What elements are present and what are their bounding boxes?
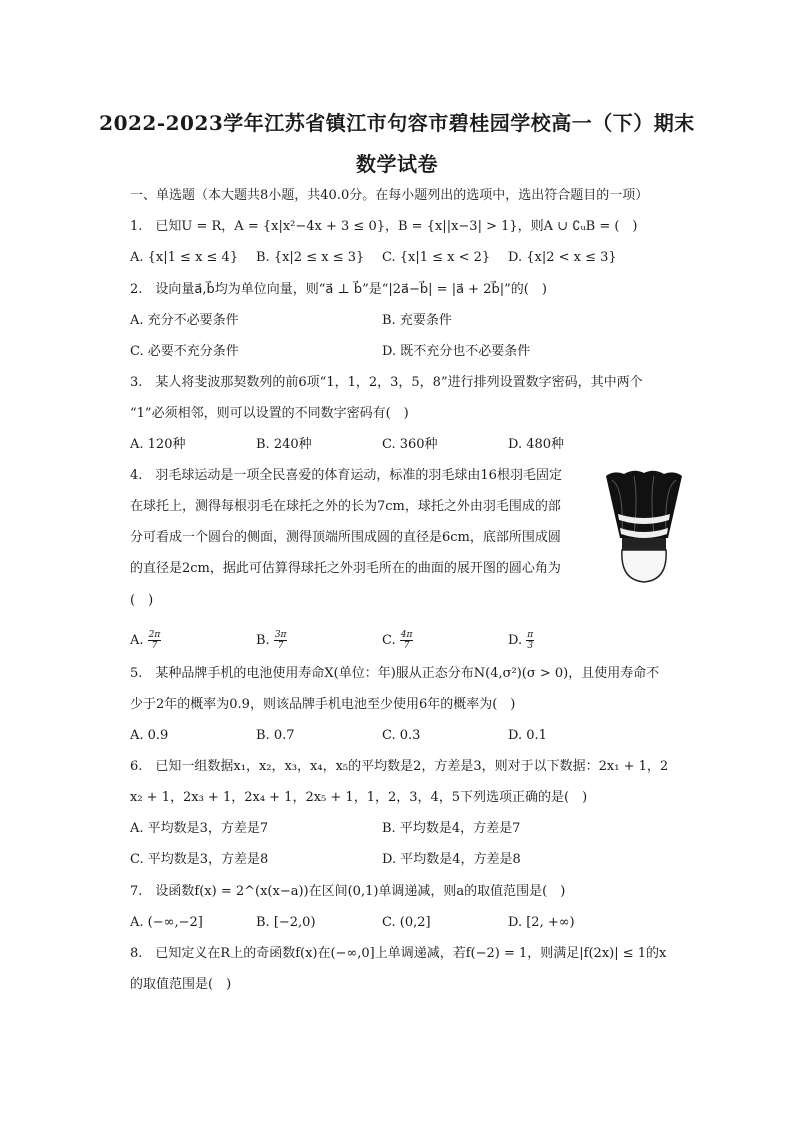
question-4-text-line2: 在球托上，测得每根羽毛在球托之外的长为7cm，球托之外由羽毛围成的部 <box>130 499 561 514</box>
question-8-text-line2: 的取值范围是( ) <box>130 977 232 992</box>
question-5-option-b: B. 0.7 <box>256 728 295 743</box>
question-5-text-line1: 5. 某种品牌手机的电池使用寿命X(单位：年)服从正态分布N(4,σ²)(σ > 0)，且使用寿命不 <box>130 666 660 681</box>
question-7-option-b: B. [−2,0) <box>256 915 316 930</box>
question-4-text-line5: ( ) <box>130 593 154 608</box>
fraction: $\frac{4\pi}{7}$ <box>400 630 413 651</box>
question-3-text-line2: “1”必须相邻，则可以设置的不同数字密码有( ) <box>130 406 409 421</box>
option-label: D. <box>508 633 523 648</box>
question-5-option-a: A. 0.9 <box>130 728 169 743</box>
fraction: $\frac{3\pi}{7}$ <box>274 630 287 651</box>
question-1-option-d: D. {x|2 < x ≤ 3} <box>508 250 617 265</box>
option-label: C. <box>382 633 396 648</box>
question-2-option-c: C. 必要不充分条件 <box>130 344 239 359</box>
question-7-option-a: A. (−∞,−2] <box>130 915 203 930</box>
question-3-option-b: B. 240种 <box>256 437 312 452</box>
question-4-text-line3: 分可看成一个圆台的侧面，测得顶端所围成圆的直径是6cm，底部所围成圆 <box>130 530 561 545</box>
question-6-text-line2: x₂ + 1，2x₃ + 1，2x₄ + 1，2x₅ + 1，1，2，3，4，5下列选项正确的是( ) <box>130 790 588 805</box>
option-label: A. <box>130 633 144 648</box>
question-5-option-c: C. 0.3 <box>382 728 421 743</box>
question-6-option-c: C. 平均数是3，方差是8 <box>130 852 269 867</box>
fraction: $\frac{\pi}{3}$ <box>527 630 534 651</box>
question-6-text-line1: 6. 已知一组数据x₁，x₂，x₃，x₄，x₅的平均数是2，方差是3，则对于以下数据：2x₁ + 1，2 <box>130 759 669 774</box>
question-3-option-c: C. 360种 <box>382 437 438 452</box>
page-title-line2: 数学试卷 <box>356 152 438 176</box>
question-5-text-line2: 少于2年的概率为0.9，则该品牌手机电池至少使用6年的概率为( ) <box>130 697 516 712</box>
section-heading: 一、单选题（本大题共8小题，共40.0分。在每小题列出的选项中，选出符合题目的一项） <box>130 188 649 203</box>
question-6-option-a: A. 平均数是3，方差是7 <box>130 821 269 836</box>
page-title-line1: 2022-2023学年江苏省镇江市句容市碧桂园学校高一（下）期末 <box>99 111 695 135</box>
question-1-option-c: C. {x|1 ≤ x < 2} <box>382 250 491 265</box>
question-2-option-b: B. 充要条件 <box>382 313 452 328</box>
question-6-option-b: B. 平均数是4，方差是7 <box>382 821 521 836</box>
question-1-option-b: B. {x|2 ≤ x ≤ 3} <box>256 250 365 265</box>
question-7-option-c: C. (0,2] <box>382 915 431 930</box>
shuttlecock-image <box>604 468 684 588</box>
question-7-text: 7. 设函数f(x) = 2^(x(x−a))在区间(0,1)单调递减，则a的取值范围是( ) <box>130 884 566 899</box>
question-4-text-line4: 的直径是2cm，据此可估算得球托之外羽毛所在的曲面的展开图的圆心角为 <box>130 561 561 576</box>
question-2-option-a: A. 充分不必要条件 <box>130 313 239 328</box>
question-2-text: 2. 设向量a⃗,b⃗均为单位向量，则“a⃗ ⊥ b⃗”是“|2a⃗−b⃗| = |a⃗ + 2b⃗|”的( ) <box>130 282 547 297</box>
question-5-option-d: D. 0.1 <box>508 728 547 743</box>
question-2-option-d: D. 既不充分也不必要条件 <box>382 344 531 359</box>
question-4-option-b <box>256 630 287 651</box>
question-1-text: 1. 已知U = R，A = {x|x²−4x + 3 ≤ 0}，B = {x||x−3| > 1}，则A ∪ ∁ᵤB = ( ) <box>130 219 638 234</box>
question-7-option-d: D. [2, +∞) <box>508 915 575 930</box>
question-3-option-a: A. 120种 <box>130 437 186 452</box>
question-8-text-line1: 8. 已知定义在R上的奇函数f(x)在(−∞,0]上单调递减，若f(−2) = 1，则满足|f(2x)| ≤ 1的x <box>130 946 667 961</box>
question-3-text-line1: 3. 某人将斐波那契数列的前6项“1，1，2，3，5，8”进行排列设置数字密码，其中两个 <box>130 375 643 390</box>
fraction: $\frac{2\pi}{7}$ <box>148 630 161 651</box>
question-4-option-d <box>508 630 534 651</box>
question-4-option-c <box>382 630 413 651</box>
option-label: B. <box>256 633 270 648</box>
question-6-option-d: D. 平均数是4，方差是8 <box>382 852 521 867</box>
question-1-option-a: A. {x|1 ≤ x ≤ 4} <box>130 250 239 265</box>
question-3-option-d: D. 480种 <box>508 437 565 452</box>
question-4-option-a <box>130 630 161 651</box>
question-4-text-line1: 4. 羽毛球运动是一项全民喜爱的体育运动，标准的羽毛球由16根羽毛固定 <box>130 468 562 483</box>
